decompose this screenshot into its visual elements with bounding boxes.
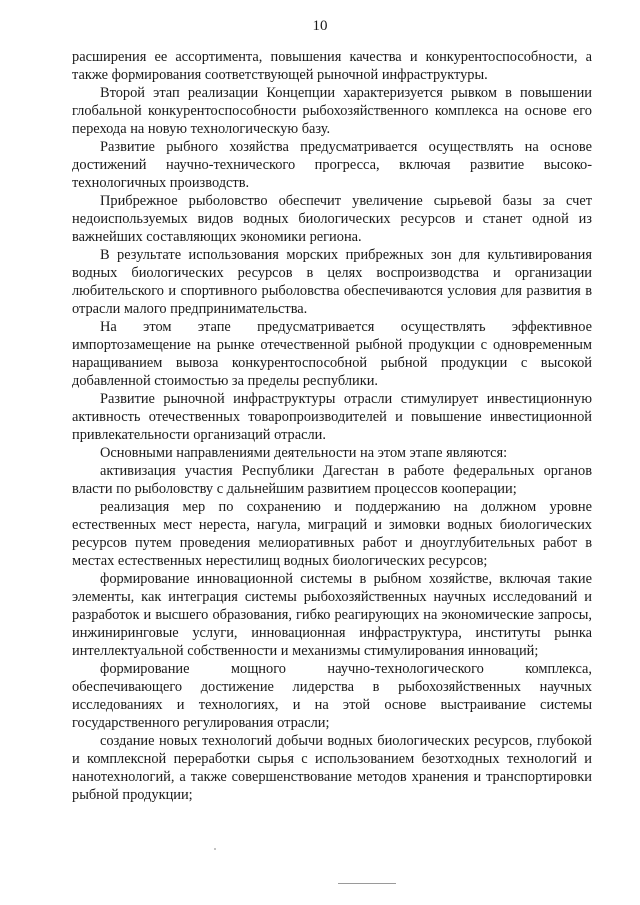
paragraph-coastal-zones: В результате использования морских прибрежных зон для культивирования водных биологических ресурсов в целях воспроизводства и организации любительского и спортивного рыболовства обеспечиваются условия для развития в отрасли малого предпринимательства. <box>72 247 592 317</box>
scan-speck <box>214 848 216 850</box>
paragraph-fishery-development: Развитие рыбного хозяйства предусматривается осуществлять на основе достижений научно-технического прогресса, включая развитие высоко-технологичных производств. <box>72 139 592 191</box>
paragraph-import-substitution: На этом этапе предусматривается осуществлять эффективное импортозамещение на рынке отечественной рыбной продукции с одновременным наращиванием вывоза конкурентоспособной рыбной продукции с высокой добавленной стоимостью за пределы республики. <box>72 319 592 389</box>
bottom-rule <box>338 883 396 884</box>
paragraph-market-infrastructure: Развитие рыночной инфраструктуры отрасли стимулирует инвестиционную активность отечественных товаропроизводителей и повышение инвестиционной привлекательности организаций отрасли. <box>72 391 592 443</box>
paragraph-continuation: расширения ее ассортимента, повышения качества и конкурентоспособности, а также формирования соответствующей рыночной инфраструктуры. <box>72 49 592 83</box>
document-body <box>72 48 592 804</box>
list-item-spawning-grounds: реализация мер по сохранению и поддержанию на должном уровне естественных мест нереста, нагула, миграций и зимовки водных биологических ресурсов путем проведения мелиоративных работ и дноуглубительных работ в местах естественных нерестилищ водных биологических ресурсов; <box>72 499 592 569</box>
paragraph-second-stage: Второй этап реализации Концепции характеризуется рывком в повышении глобальной конкурентоспособности рыбохозяйственного комплекса на основе его перехода на новую технологическую базу. <box>72 85 592 137</box>
paragraph-coastal-fishing: Прибрежное рыболовство обеспечит увеличение сырьевой базы за счет недоиспользуемых видов водных биологических ресурсов и станет одной из важнейших составляющих экономики региона. <box>72 193 592 245</box>
list-item-new-technologies: создание новых технологий добычи водных биологических ресурсов, глубокой и комплексной переработки сырья с использованием безотходных технологий и нанотехнологий, а также совершенствование методов хранения и транспортировки рыбной продукции; <box>72 733 592 803</box>
list-item-innovation-system: формирование инновационной системы в рыбном хозяйстве, включая такие элементы, как интеграция системы рыбохозяйственных научных исследований и разработок и высшего образования, гибко реагирующих на экономические запросы, инжиниринговые услуги, инновационная инфраструктура, институты рынка интеллектуальной собственности и механизмы стимулирования инноваций; <box>72 571 592 659</box>
list-item-federal-cooperation: активизация участия Республики Дагестан в работе федеральных органов власти по рыболовству с дальнейшим развитием процессов кооперации; <box>72 463 592 497</box>
page-number: 10 <box>312 18 328 34</box>
paragraph-main-directions-intro: Основными направлениями деятельности на этом этапе являются: <box>100 445 508 461</box>
list-item-scientific-complex: формирование мощного научно-технологического комплекса, обеспечивающего достижение лидерства в рыбохозяйственных научных исследованиях и технологиях, и на этой основе выстраивание системы государственного регулирования отрасли; <box>72 661 592 731</box>
